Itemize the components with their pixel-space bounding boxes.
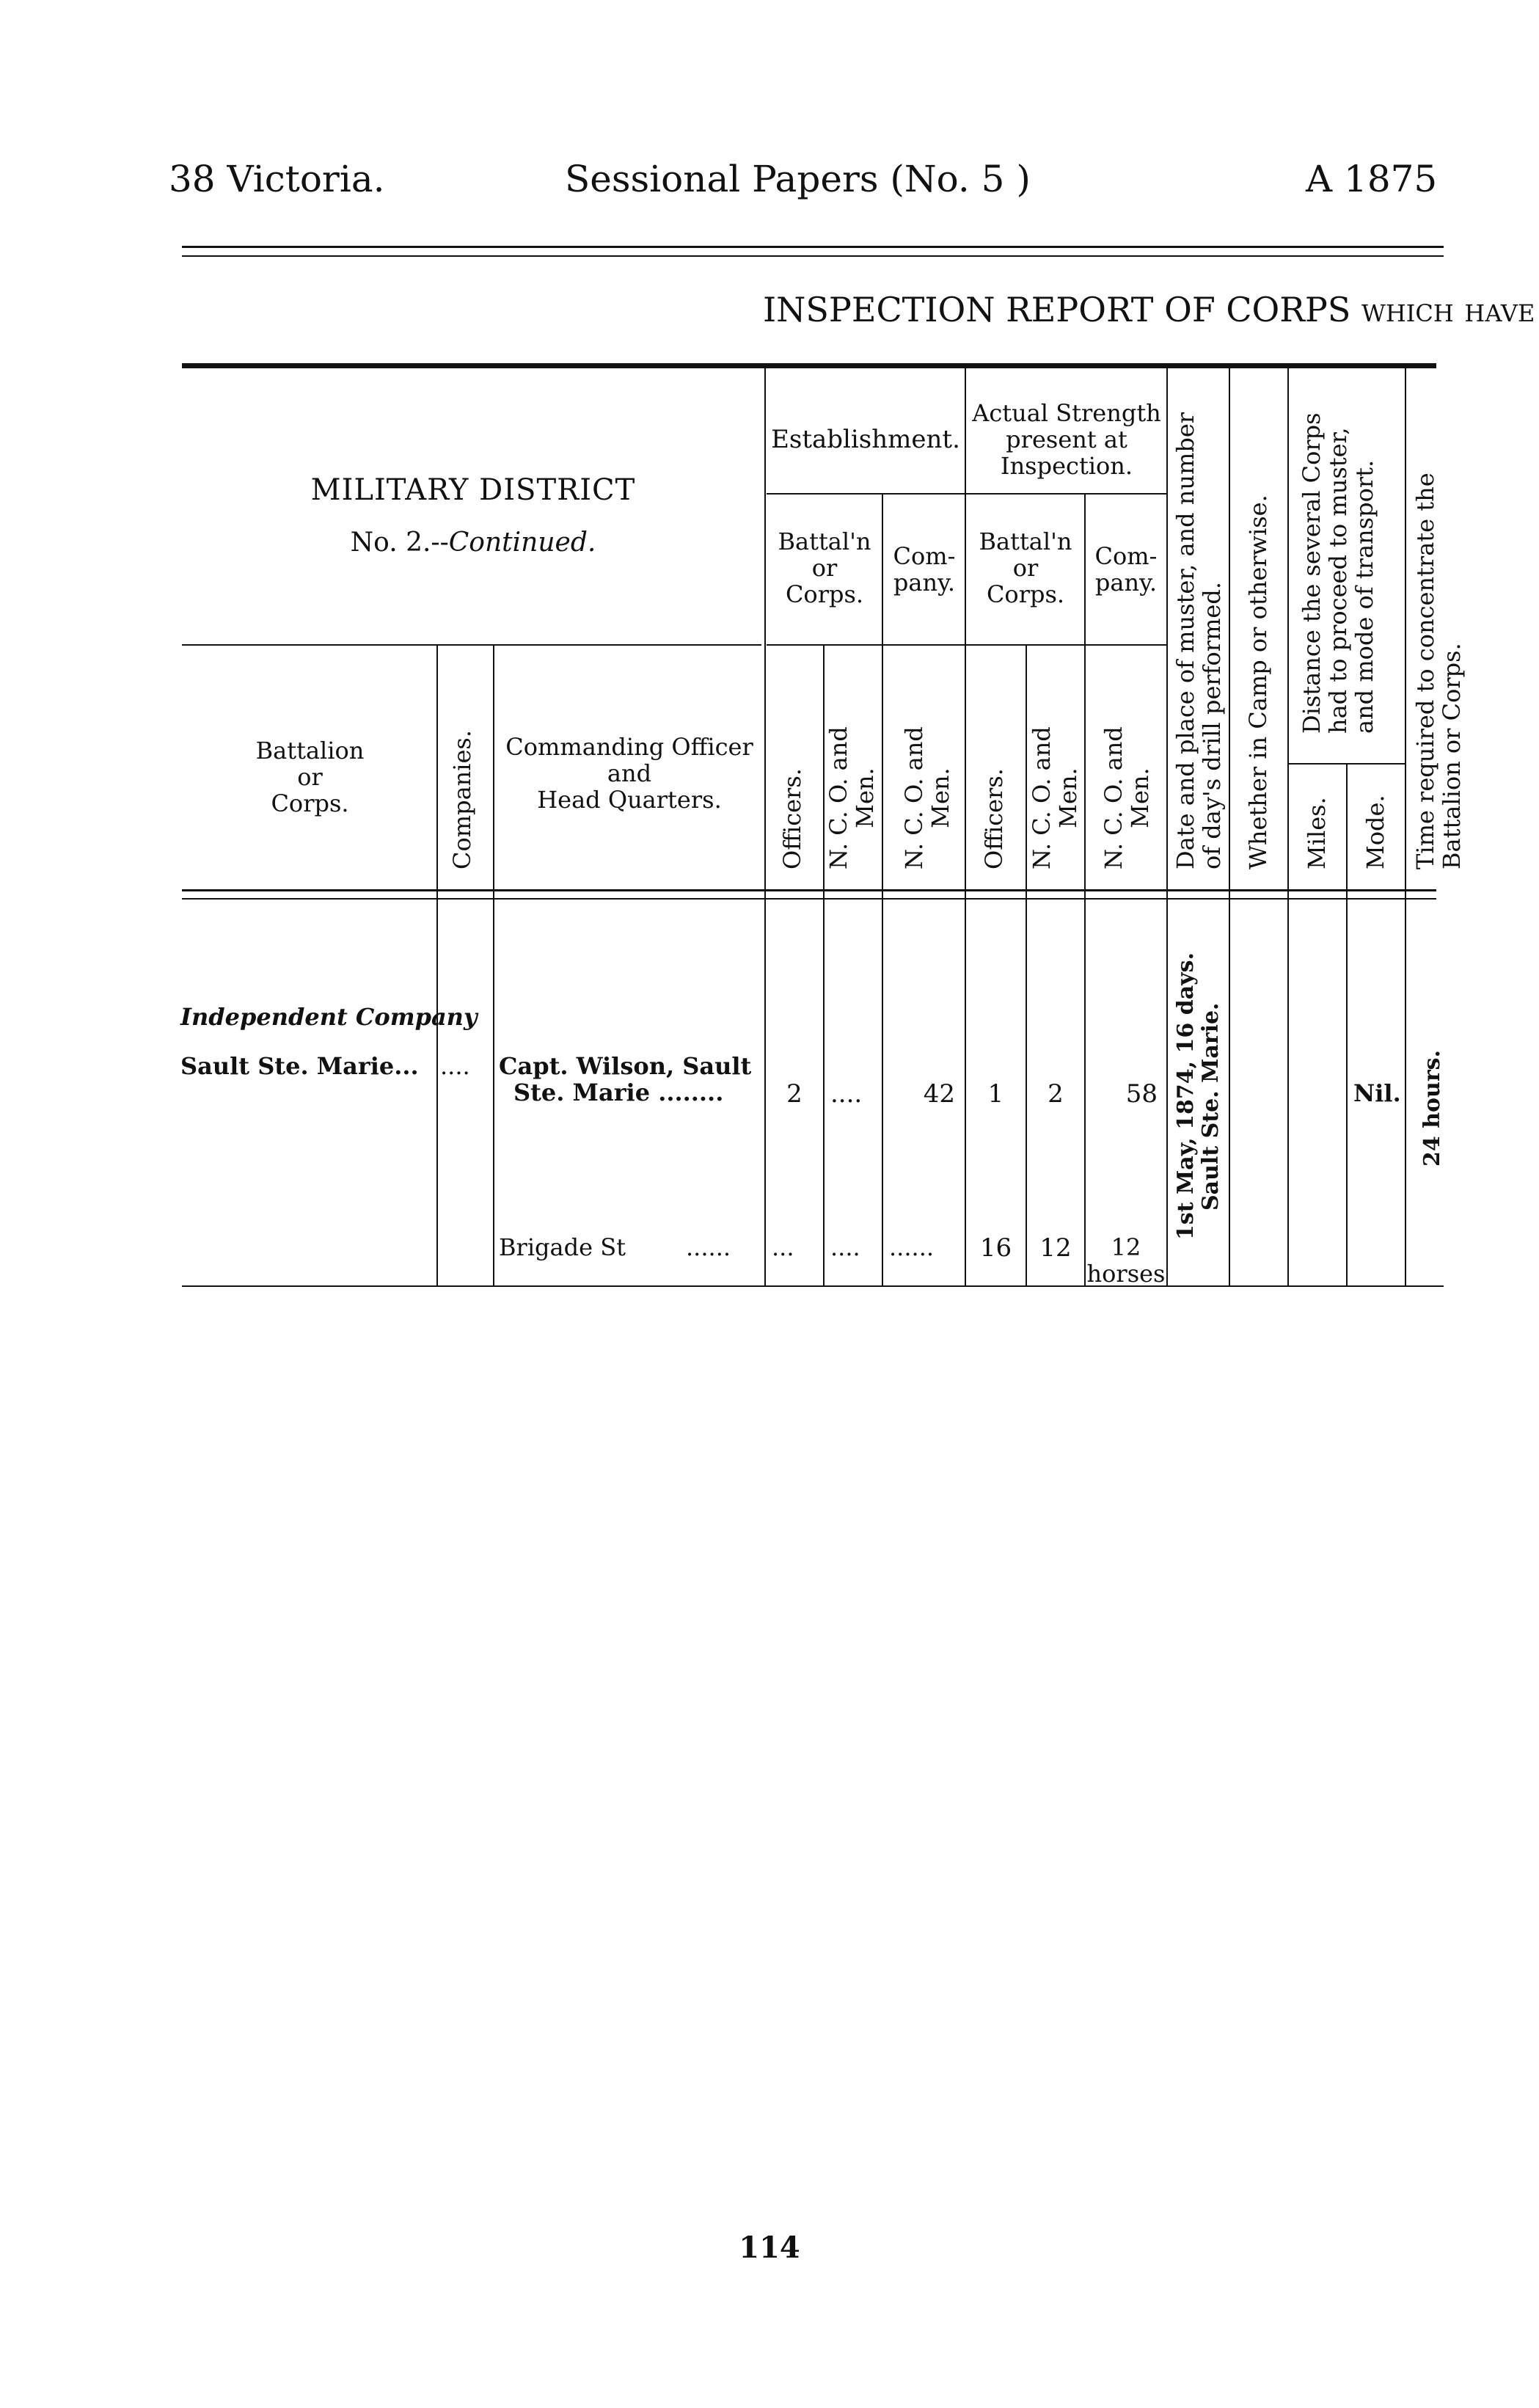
- date-place-line-2: of day's drill performed.: [1198, 581, 1226, 869]
- row1-commanding-line-1: Capt. Wilson, Sault: [499, 1052, 752, 1080]
- act-battaln-nco-header: [1028, 726, 1081, 869]
- est-battaln-line-1: Battal'n: [778, 528, 871, 555]
- row2-act-nco: 12: [1039, 1233, 1072, 1263]
- header-rule-bottom: [182, 255, 1444, 257]
- actual-strength-line-3: Inspection.: [1000, 452, 1133, 480]
- act-company-nco-line-2: Men.: [1126, 767, 1154, 828]
- table-bottom-rule: [182, 1285, 1444, 1287]
- distance-line-1: Distance the several Corps: [1298, 412, 1326, 734]
- row1-battalion: Sault Ste. Marie...: [180, 1052, 419, 1080]
- battalion-header-line-3: Corps.: [271, 789, 349, 817]
- distance-line-3: and mode of transport.: [1350, 459, 1378, 734]
- miles-header: Miles.: [1303, 797, 1331, 869]
- vline-mode-left: [1346, 763, 1348, 1286]
- est-battaln-nco-line-2: Men.: [851, 767, 879, 828]
- commanding-header-line-3: Head Quarters.: [537, 786, 722, 814]
- act-battaln-nco-line-2: Men.: [1054, 767, 1082, 828]
- district-rule: [182, 644, 761, 646]
- header-rule-top: [182, 246, 1444, 248]
- battalion-header: [183, 737, 436, 817]
- time-required-header: [1412, 473, 1465, 869]
- est-company-nco-line-2: Men.: [926, 767, 954, 828]
- row1-date-place: [1174, 952, 1224, 1240]
- row2-act-company-nco-line-1: 12: [1111, 1233, 1141, 1261]
- date-place-header: [1172, 412, 1225, 869]
- act-company-nco-header: [1100, 726, 1153, 869]
- report-title: INSPECTION REPORT OF CORPS which have: [763, 290, 1535, 329]
- act-battaln-header: [967, 528, 1084, 608]
- vline-establishment-left: [764, 367, 766, 1286]
- vline-distance-left: [1287, 367, 1289, 1286]
- row1-est-company-nco: 42: [923, 1079, 955, 1109]
- distance-line-2: had to proceed to muster,: [1324, 427, 1352, 734]
- est-company-line-1: Com-: [893, 542, 956, 570]
- row2-est-company-nco: ......: [889, 1233, 935, 1261]
- est-company-line-2: pany.: [893, 569, 956, 596]
- row1-mode: Nil.: [1353, 1079, 1401, 1107]
- actual-strength-line-1: Actual Strength: [972, 399, 1161, 427]
- row2-est-nco: ....: [830, 1233, 860, 1261]
- est-officers-header: Officers.: [778, 768, 806, 869]
- act-company-line-2: pany.: [1094, 569, 1158, 596]
- establishment-header: Establishment.: [771, 425, 960, 454]
- vline-date-left: [1166, 367, 1168, 1286]
- row1-companies: ....: [440, 1052, 470, 1080]
- row1-est-nco: ....: [830, 1079, 863, 1109]
- distance-header: [1298, 412, 1378, 734]
- est-battaln-nco-line-1: N. C. O. and: [825, 726, 852, 869]
- page-number: 114: [739, 2230, 800, 2265]
- district-subtitle: [183, 528, 763, 558]
- row2-est-officers: ...: [772, 1233, 794, 1261]
- est-company-header: [883, 543, 965, 596]
- vline-time-left: [1405, 367, 1406, 1286]
- est-company-nco-header: [901, 726, 954, 869]
- est-battaln-nco-header: [825, 726, 878, 869]
- act-battaln-nco-line-1: N. C. O. and: [1028, 726, 1056, 869]
- act-company-nco-line-1: N. C. O. and: [1100, 726, 1127, 869]
- row2-commanding: Brigade St: [499, 1233, 626, 1261]
- actual-strength-header: [967, 400, 1166, 479]
- est-battaln-header: [767, 528, 882, 608]
- row2-act-company-nco-line-2: horses: [1086, 1260, 1166, 1288]
- group-rule: [767, 493, 1166, 495]
- row1-commanding: [499, 1053, 763, 1106]
- mode-header: Mode.: [1361, 795, 1389, 869]
- est-battaln-line-2: or: [811, 554, 838, 582]
- district-subtitle-prefix: No. 2.--: [350, 528, 449, 558]
- row1-act-officers: 1: [987, 1079, 1004, 1109]
- row2-act-officers: 16: [979, 1233, 1012, 1263]
- vline-actual-left: [965, 367, 966, 1286]
- district-title: MILITARY DISTRICT: [310, 473, 636, 507]
- row1-time-required: 24 hours.: [1419, 1050, 1445, 1167]
- commanding-header-line-1: Commanding Officer: [505, 733, 753, 761]
- section-label: Independent Company: [180, 1003, 478, 1031]
- subgroup-rule: [767, 644, 1166, 646]
- whether-camp-header: Whether in Camp or otherwise.: [1244, 495, 1272, 869]
- est-battaln-line-3: Corps.: [785, 580, 864, 608]
- date-place-line-1: Date and place of muster, and number: [1171, 412, 1199, 869]
- row1-commanding-line-2: Ste. Marie ........: [513, 1079, 724, 1106]
- time-required-line-2: Battalion or Corps.: [1438, 643, 1466, 869]
- vline-companies-left: [436, 646, 438, 1286]
- act-officers-header: Officers.: [980, 768, 1008, 869]
- act-company-header: [1086, 543, 1166, 596]
- actual-strength-line-2: present at: [1006, 426, 1127, 453]
- time-required-line-1: Time required to concentrate the: [1411, 473, 1439, 869]
- header-right: A 1875: [1306, 158, 1438, 200]
- vline-camp-left: [1229, 367, 1230, 1286]
- battalion-header-line-1: Battalion: [255, 737, 365, 765]
- row1-date-place-line-2: Sault Ste. Marie.: [1198, 1002, 1224, 1211]
- row2-act-company-nco: [1086, 1234, 1166, 1287]
- act-battaln-line-1: Battal'n: [979, 528, 1072, 555]
- commanding-header: [494, 734, 764, 813]
- row1-act-nco: 2: [1048, 1079, 1064, 1109]
- battalion-header-line-2: or: [297, 763, 323, 791]
- act-company-line-1: Com-: [1094, 542, 1158, 570]
- act-battaln-line-3: Corps.: [986, 580, 1065, 608]
- act-battaln-line-2: or: [1012, 554, 1039, 582]
- row1-date-place-line-1: 1st May, 1874, 16 days.: [1173, 952, 1199, 1240]
- est-company-nco-line-1: N. C. O. and: [900, 726, 928, 869]
- vline-est-company-left: [882, 493, 883, 1286]
- district-subtitle-em: Continued.: [448, 528, 596, 558]
- table-top-rule: [182, 363, 1436, 368]
- header-center: Sessional Papers (No. 5 ): [565, 158, 1031, 200]
- row1-act-company-nco: 58: [1125, 1079, 1158, 1109]
- commanding-header-line-2: and: [607, 759, 652, 787]
- row1-est-officers: 2: [786, 1079, 803, 1109]
- vline-act-officers-right: [1026, 646, 1027, 1286]
- header-left: 38 Victoria.: [169, 158, 385, 200]
- header-bottom-rule-1: [182, 889, 1436, 891]
- companies-header: Companies.: [448, 729, 476, 869]
- row2-commanding-dots: ......: [686, 1233, 731, 1261]
- vline-act-company-left: [1084, 493, 1086, 1286]
- header-bottom-rule-2: [182, 898, 1436, 900]
